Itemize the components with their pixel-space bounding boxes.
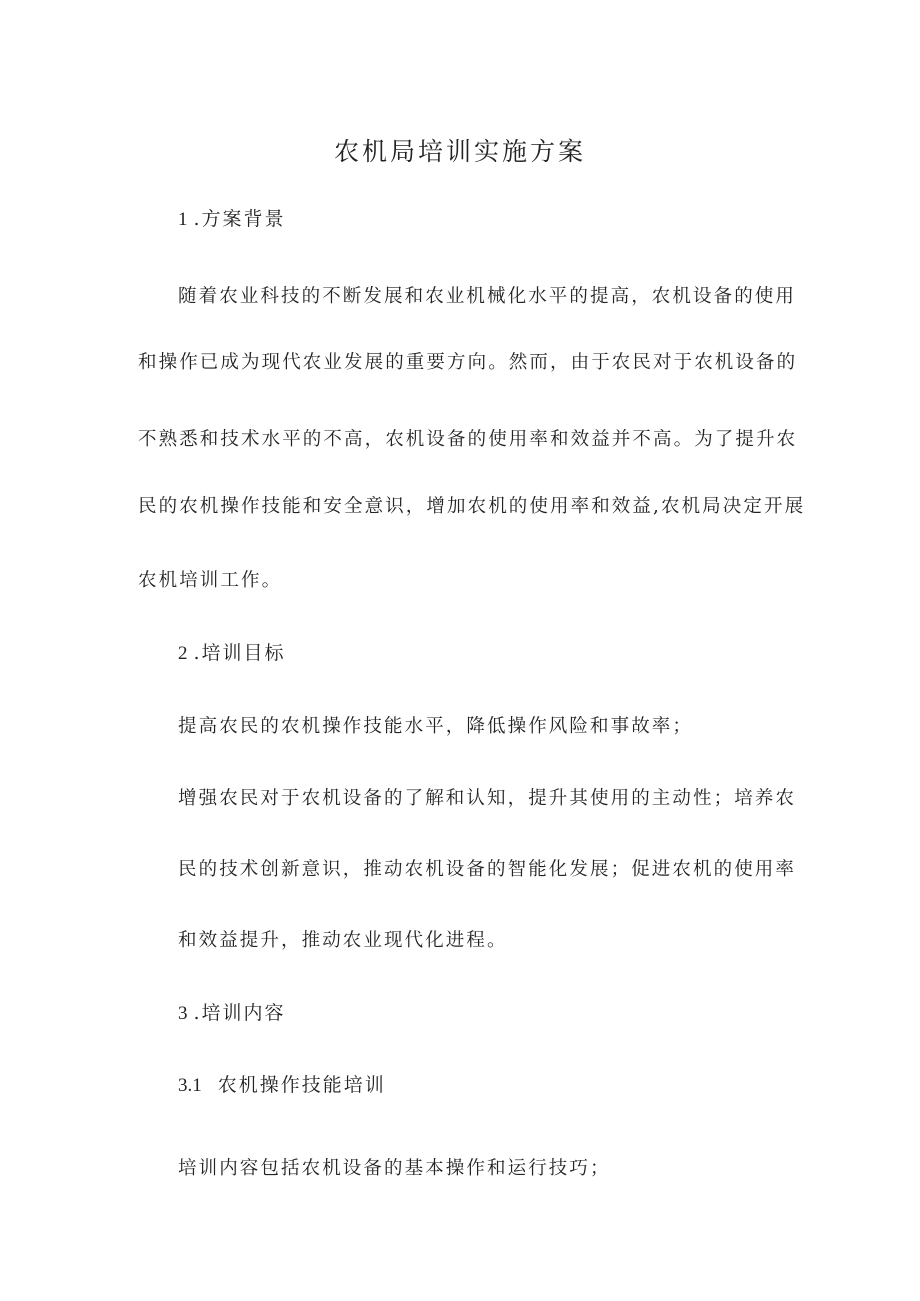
section-heading-3 <box>178 998 286 1029</box>
paragraph-line: 和效益提升，推动农业现代化进程。 <box>178 930 508 951</box>
section-number: 2 <box>178 643 188 664</box>
document-title: 农机局培训实施方案 <box>333 137 586 166</box>
paragraph-line: 培训内容包括农机设备的基本操作和运行技巧； <box>178 1158 611 1179</box>
paragraph-line: 农机培训工作。 <box>138 570 283 591</box>
subsection-heading-3-1 <box>178 1070 386 1101</box>
paragraph-line: 民的技术创新意识，推动农机设备的智能化发展；促进农机的使用率 <box>178 859 797 880</box>
section-heading-text: .培训内容 <box>193 1002 286 1024</box>
paragraph-line: 提高农民的农机操作技能水平，降低操作风险和事故率； <box>178 716 694 737</box>
paragraph-line: 随着农业科技的不断发展和农业机械化水平的提高，农机设备的使用 <box>178 286 797 307</box>
paragraph-line: 不熟悉和技术水平的不高，农机设备的使用率和效益并不高。为了提升农 <box>138 429 798 450</box>
section-heading-2 <box>178 638 286 669</box>
paragraph-line: 增强农民对于农机设备的了解和认知，提升其使用的主动性；培养农 <box>178 788 797 809</box>
subsection-number: 3.1 <box>178 1075 202 1096</box>
paragraph-line: 民的农机操作技能和安全意识，增加农机的使用率和效益,农机局决定开展 <box>138 496 806 517</box>
section-heading-text: .方案背景 <box>193 208 286 230</box>
paragraph-line: 和操作已成为现代农业发展的重要方向。然而，由于农民对于农机设备的 <box>138 352 798 373</box>
section-heading-1 <box>178 204 286 235</box>
section-number: 1 <box>178 209 188 230</box>
section-heading-text: .培训目标 <box>193 642 286 664</box>
subsection-heading-text: 农机操作技能培训 <box>217 1074 386 1096</box>
section-number: 3 <box>178 1003 188 1024</box>
